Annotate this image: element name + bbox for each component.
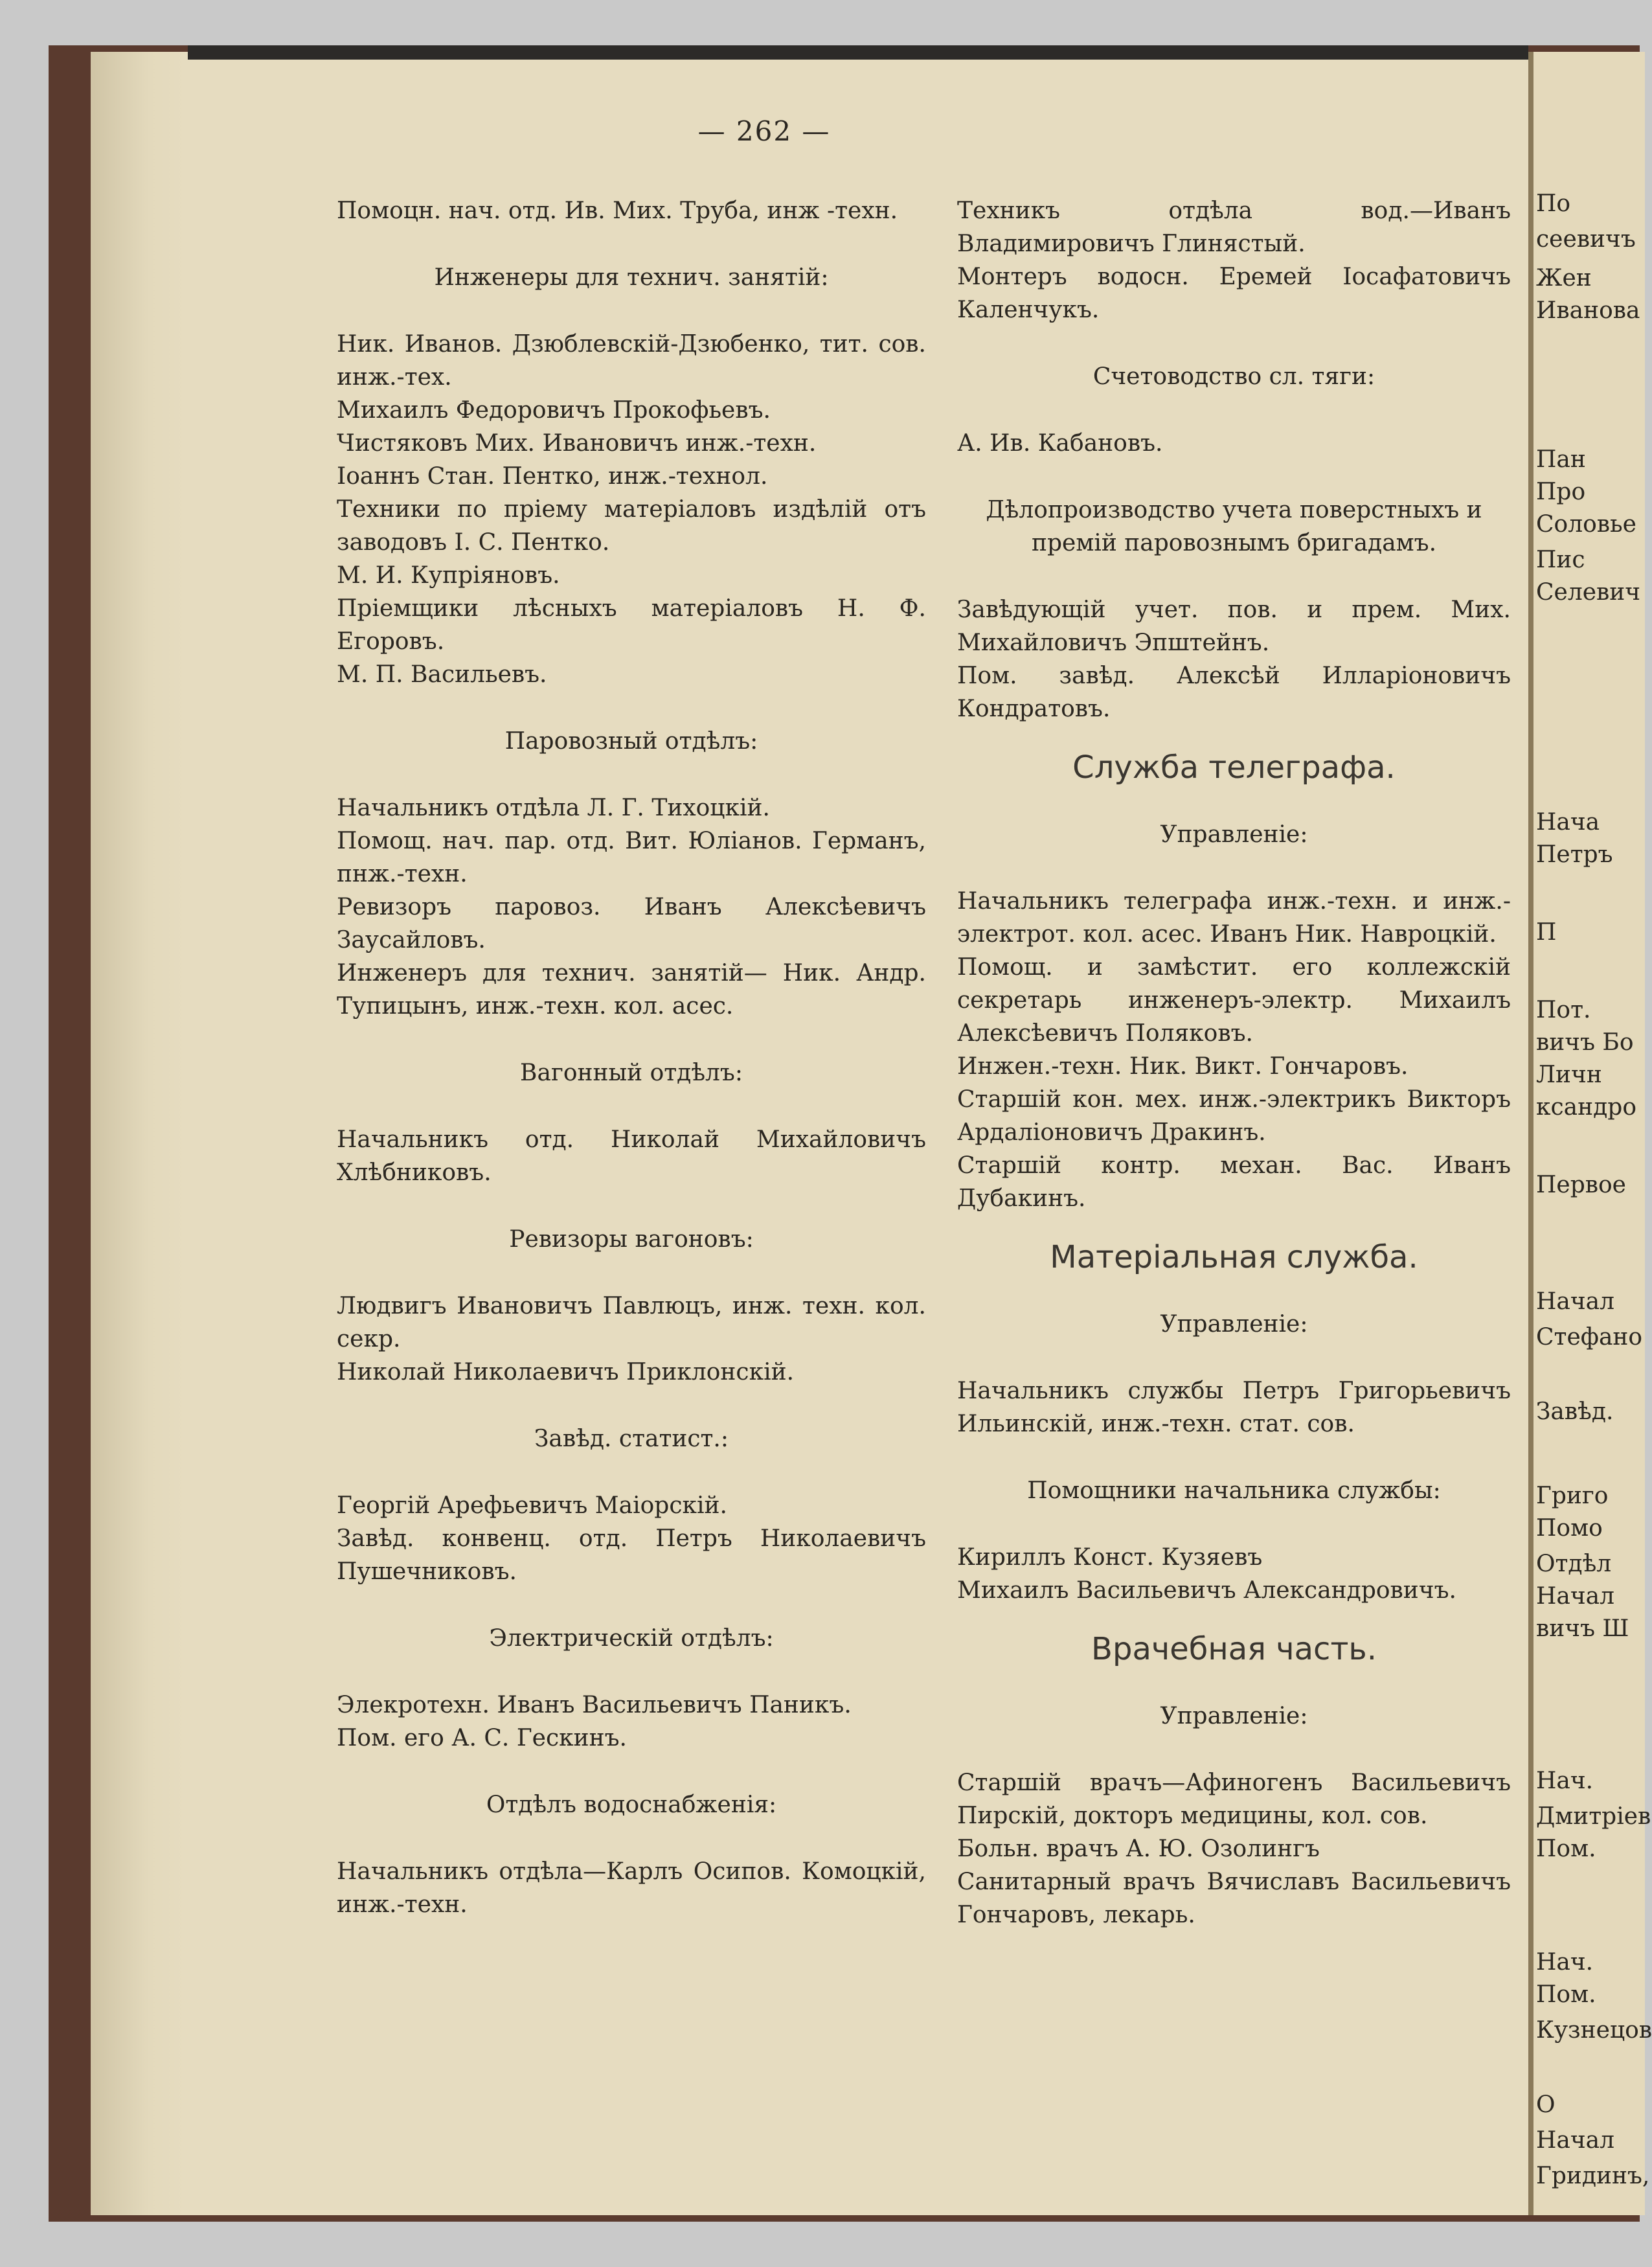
entry-text: Николай Николаевичъ Приклонскій. <box>337 1359 795 1385</box>
entry-text: Начальникъ телеграфа инж.-техн. и инж.-электрот. кол. асес. Иванъ Ник. Навроцкій. <box>957 888 1511 948</box>
entry-text: Помоцн. нач. отд. Ив. Мих. Труба, инж -техн. <box>337 198 898 224</box>
facing-page-fragment: Селевич <box>1536 579 1641 606</box>
entry-text: Кириллъ Конст. Кузяевъ <box>957 1544 1263 1571</box>
section-heading: Управленіе: <box>1160 821 1308 848</box>
entry-text: Чистяковъ Мих. Ивановичъ инж.-техн. <box>337 430 817 457</box>
section-heading: Электрическій отдѣлъ: <box>489 1625 774 1652</box>
entry-text: М. И. Купріяновъ. <box>337 562 560 589</box>
entry-text: Больн. врачъ А. Ю. Озолингъ <box>957 1836 1320 1862</box>
facing-page-fragment: Пот. <box>1536 997 1591 1023</box>
facing-page-fragment: О <box>1536 2091 1556 2118</box>
section-heading: Управленіе: <box>1160 1311 1308 1338</box>
entry-text: Іоаннъ Стан. Пентко, инж.-технол. <box>337 463 768 490</box>
entry-text: Санитарный врачъ Вячиславъ Васильевичъ Гончаровъ, лекарь. <box>957 1869 1511 1928</box>
facing-page-fragment: Пан <box>1536 446 1586 473</box>
section-heading: Дѣлопроизводство учета поверстныхъ и премій паровознымъ бригадамъ. <box>986 497 1482 556</box>
service-title: Служба телеграфа. <box>1072 749 1396 786</box>
entry-text: Помощ. нач. пар. отд. Вит. Юліанов. Германъ, пнж.-техн. <box>337 828 926 887</box>
entry-text: Начальникъ отдѣла—Карлъ Осипов. Комоцкій, инж.-техн. <box>337 1858 926 1918</box>
entry-text: Пріемщики лѣсныхъ матеріаловъ Н. Ф. Егоровъ. <box>337 595 926 655</box>
facing-page-fragment: Нача <box>1536 809 1600 836</box>
facing-page-fragment: Завѣд. <box>1536 1398 1614 1425</box>
facing-page-fragment: Дмитріев <box>1536 1803 1651 1830</box>
entry-text: Старшій врачъ—Афиногенъ Васильевичъ Пирскій, докторъ медицины, кол. сов. <box>957 1770 1511 1829</box>
facing-page-fragment: Нач. <box>1536 1949 1594 1976</box>
facing-page-fragment: Гридинъ, <box>1536 2163 1650 2189</box>
facing-page <box>1528 52 1645 2215</box>
facing-page-fragment: Кузнецов <box>1536 2017 1652 2044</box>
section-heading: Паровозный отдѣлъ: <box>504 728 758 755</box>
facing-page-fragment: вичъ Бо <box>1536 1029 1634 1056</box>
entry-text: Техникъ отдѣла вод.—Иванъ Владимировичъ Глинястый. <box>957 198 1511 257</box>
entry-text: Начальникъ отдѣла Л. Г. Тихоцкій. <box>337 795 770 821</box>
entry-text: Техники по пріему матеріаловъ издѣлій отъ заводовъ І. С. Пентко. <box>337 496 926 556</box>
entry-text: Людвигъ Ивановичъ Павлюцъ, инж. техн. кол. секр. <box>337 1293 926 1352</box>
entry-text: Завѣд. конвенц. отд. Петръ Николаевичъ Пушечниковъ. <box>337 1525 926 1585</box>
entry-text: Элекротехн. Иванъ Васильевичъ Паникъ. <box>337 1692 852 1718</box>
entry-text: Пом. его А. С. Гескинъ. <box>337 1725 627 1751</box>
facing-page-fragment: Личн <box>1536 1062 1602 1088</box>
facing-page-fragment: Начал <box>1536 2127 1614 2154</box>
entry-text: Инжен.-техн. Ник. Викт. Гончаровъ. <box>957 1053 1409 1080</box>
facing-page-fragment: Начал <box>1536 1288 1614 1315</box>
facing-page-fragment: По <box>1536 190 1571 217</box>
facing-page-fragment: сеевичъ <box>1536 226 1636 253</box>
facing-page-fragment: Пом. <box>1536 1836 1596 1862</box>
service-title: Врачебная часть. <box>1091 1631 1377 1667</box>
entry-text: Георгій Арефьевичъ Маіорскій. <box>337 1492 727 1519</box>
section-heading: Вагонный отдѣлъ: <box>520 1060 743 1086</box>
entry-text: Старшій контр. механ. Вас. Иванъ Дубакинъ. <box>957 1152 1511 1212</box>
section-heading: Помощники начальника службы: <box>1027 1477 1441 1504</box>
facing-page-fragment: Отдѣл <box>1536 1551 1612 1577</box>
entry-text: М. П. Васильевъ. <box>337 661 547 688</box>
section-heading: Управленіе: <box>1160 1703 1308 1729</box>
section-heading: Ревизоры вагоновъ: <box>509 1226 754 1253</box>
page-edges <box>91 52 188 2215</box>
facing-page-fragment: Григо <box>1536 1483 1609 1509</box>
facing-page-fragment: Пис <box>1536 547 1585 573</box>
facing-page-fragment: Начал <box>1536 1583 1614 1610</box>
entry-text: А. Ив. Кабановъ. <box>957 430 1163 457</box>
facing-page-fragment: Стефано <box>1536 1324 1643 1350</box>
facing-page-fragment: Соловье <box>1536 511 1636 538</box>
entry-text: Начальникъ отд. Николай Михайловичъ Хлѣбниковъ. <box>337 1126 926 1186</box>
facing-page-fragment: Петръ <box>1536 841 1613 868</box>
facing-page-fragment: Первое <box>1536 1172 1626 1198</box>
entry-text: Старшій кон. мех. инж.-электрикъ Викторъ Ардаліоновичъ Дракинъ. <box>957 1086 1511 1146</box>
entry-text: Начальникъ службы Петръ Григорьевичъ Ильинскій, инж.-техн. стат. сов. <box>957 1378 1511 1437</box>
facing-page-fragment: П <box>1536 919 1557 946</box>
facing-page-fragment: Пом. <box>1536 1981 1596 2008</box>
entry-text: Ник. Иванов. Дзюблевскій-Дзюбенко, тит. сов. инж.-тех. <box>337 331 926 391</box>
entry-text: Михаилъ Федоровичъ Прокофьевъ. <box>337 397 771 424</box>
section-heading: Инженеры для технич. занятій: <box>434 264 829 291</box>
page-number: — 262 — <box>697 115 831 147</box>
entry-text: Монтеръ водосн. Еремей Іосафатовичъ Каленчукъ. <box>957 264 1511 323</box>
facing-page-fragment: Про <box>1536 479 1586 505</box>
entry-text: Инженеръ для технич. занятій— Ник. Андр. Тупицынъ, инж.-техн. кол. асес. <box>337 960 926 1020</box>
entry-text: Ревизоръ паровоз. Иванъ Алексѣевичъ Заусайловъ. <box>337 894 926 953</box>
facing-page-fragment: ксандро <box>1536 1094 1637 1121</box>
facing-page-fragment: Иванова <box>1536 297 1640 324</box>
top-binding-strip <box>188 45 1528 60</box>
section-heading: Счетоводство сл. тяги: <box>1092 363 1375 390</box>
entry-text: Михаилъ Васильевичъ Александровичъ. <box>957 1577 1456 1604</box>
facing-page-fragment: Помо <box>1536 1515 1603 1542</box>
entry-text: Завѣдующій учет. пов. и прем. Мих. Михайловичъ Эпштейнъ. <box>957 597 1511 656</box>
facing-page-fragment: вичъ Ш <box>1536 1615 1629 1642</box>
facing-page-fragment: Нач. <box>1536 1768 1594 1794</box>
section-heading: Завѣд. статист.: <box>534 1426 729 1452</box>
entry-text: Пом. завѣд. Алексѣй Илларіоновичъ Кондратовъ. <box>957 663 1511 722</box>
entry-text: Помощ. и замѣстит. его коллежскій секретарь инженеръ-электр. Михаилъ Алексѣевичъ Поляковъ. <box>957 954 1511 1047</box>
facing-page-fragment: Жен <box>1536 265 1592 291</box>
left-column <box>337 194 926 1921</box>
middle-column <box>957 194 1511 1931</box>
section-heading: Отдѣлъ водоснабженія: <box>486 1792 777 1818</box>
service-title: Матеріальная служба. <box>1050 1239 1418 1275</box>
